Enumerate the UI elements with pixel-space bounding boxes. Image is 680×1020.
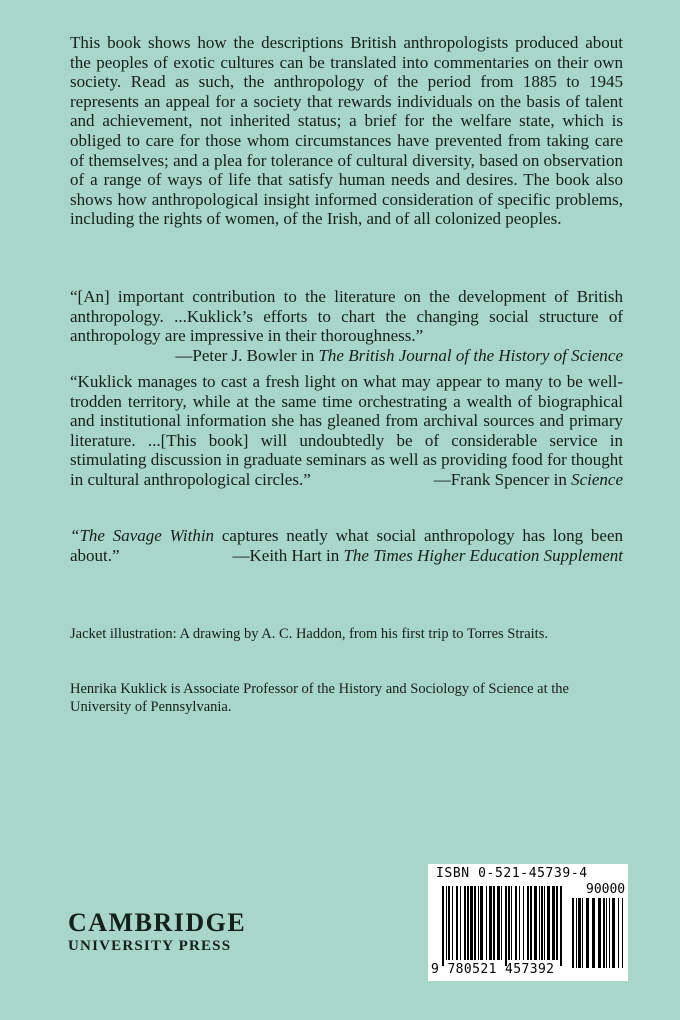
barcode-bar <box>519 886 520 960</box>
barcode-bar <box>541 886 543 960</box>
barcode-bar <box>493 886 495 960</box>
quote-text: captures neatly what social anthropology has long been about.” <box>70 526 623 565</box>
barcode-bar <box>460 886 461 960</box>
quote-source: The British Journal of the History of Science <box>318 345 623 365</box>
publisher-logo <box>68 910 246 955</box>
barcode-bar <box>622 898 623 968</box>
quote-source: The Times Higher Education Supplement <box>343 545 623 565</box>
barcode-bar <box>478 886 479 960</box>
price-code: 90000 <box>586 882 626 897</box>
barcode-bar <box>534 886 537 960</box>
barcode-bar <box>474 886 476 960</box>
barcode-bar <box>505 886 507 966</box>
author-bio: Henrika Kuklick is Associate Professor of the History and Sociology of Science at the University of Pennsylvania. <box>70 681 569 715</box>
barcode-bar <box>446 886 447 960</box>
quote-text: “[An] important contribution to the literature on the development of British anthropology. ...Kuklick’s efforts to chart the changing social structure of anthropology are impressive in their thoroughness.” <box>70 287 623 346</box>
quote-source: Science <box>571 469 623 489</box>
barcode-bar <box>515 886 517 960</box>
barcode-bar <box>578 898 581 968</box>
barcode-bar <box>606 898 607 968</box>
barcode-bar <box>467 886 469 960</box>
barcode-bar <box>544 886 545 960</box>
publisher-name: CAMBRIDGE <box>68 908 247 937</box>
barcode-bar <box>452 886 453 960</box>
barcode-bar <box>456 886 458 960</box>
review-quote-spencer <box>70 372 623 490</box>
barcode-bar <box>556 886 558 960</box>
barcode-bar <box>609 898 610 968</box>
barcode-bar <box>523 886 524 960</box>
barcode-bar <box>480 886 483 960</box>
barcode-bar <box>603 898 605 968</box>
ean-digits: 9 780521 457392 <box>431 962 555 977</box>
barcode-bar <box>508 886 510 960</box>
barcode-bar <box>539 886 540 960</box>
barcode-bar <box>486 886 487 960</box>
barcode-bar <box>560 886 562 966</box>
quote-attribution: —Frank Spencer in Science <box>433 469 623 489</box>
barcode-bar <box>572 898 574 968</box>
quote-attribution: —Peter J. Bowler in The British Journal of the History of Science <box>175 345 623 365</box>
barcode-bar <box>552 886 555 960</box>
barcode-bar <box>576 898 577 968</box>
barcode-bar <box>497 886 500 960</box>
quote-text: “Kuklick manages to cast a fresh light on what may appear to many to be well-trodden territory, while at the same time orchestrating a wealth of biographical and institutional information she has gleaned from archival sources and primary literature. ...[This book] will undoubtedly be of considerable service in stimulating discussion in graduate seminars as well as providing food for thought in cultural anthropological circles.” <box>70 372 623 489</box>
quote-attribution: —Keith Hart in The Times Higher Education Supplement <box>232 545 623 565</box>
barcode-bar <box>448 886 450 960</box>
isbn-label: ISBN 0-521-45739-4 <box>436 866 588 881</box>
barcode-bar <box>530 886 532 960</box>
isbn-barcode <box>428 864 628 981</box>
barcode-bar <box>586 898 589 968</box>
publisher-subtitle: UNIVERSITY PRESS <box>68 938 232 954</box>
barcode-bar <box>612 898 615 968</box>
barcode-bar <box>547 886 550 960</box>
barcode-bar <box>489 886 492 960</box>
barcode-bar <box>464 886 466 960</box>
book-description: This book shows how the descriptions British anthropologists produced about the peoples of exotic cultures can be translated into commentaries on their own society. Read as such, the anthropology of the period from 1885 to 1945 represents an appeal for a society that rewards individuals on the basis of talent and achievement, not inherited status; a brief for the welfare state, which is obliged to care for those whom circumstances have prevented from taking care of themselves; and a plea for tolerance of cultural diversity, based on observation of a range of ways of life that satisfy human needs and desires. The book also shows how anthropological insight informed consideration of specific problems, including the rights of women, of the Irish, and of all colonized peoples. <box>70 33 623 229</box>
review-quote-hart <box>70 526 623 565</box>
barcode-bar <box>527 886 529 960</box>
quote-book-title: “The Savage Within <box>70 526 215 545</box>
review-quote-bowler <box>70 287 623 365</box>
barcode-bar <box>511 886 512 960</box>
jacket-illustration-credit: Jacket illustration: A drawing by A. C. Haddon, from his first trip to Torres Straits. <box>70 626 548 642</box>
barcode-bar <box>618 898 619 968</box>
barcode-bar <box>582 898 583 968</box>
barcode-bar <box>501 886 502 960</box>
barcode-bar <box>592 898 595 968</box>
barcode-bar <box>470 886 473 960</box>
barcode-bar <box>598 898 601 968</box>
barcode-bar <box>442 886 444 966</box>
